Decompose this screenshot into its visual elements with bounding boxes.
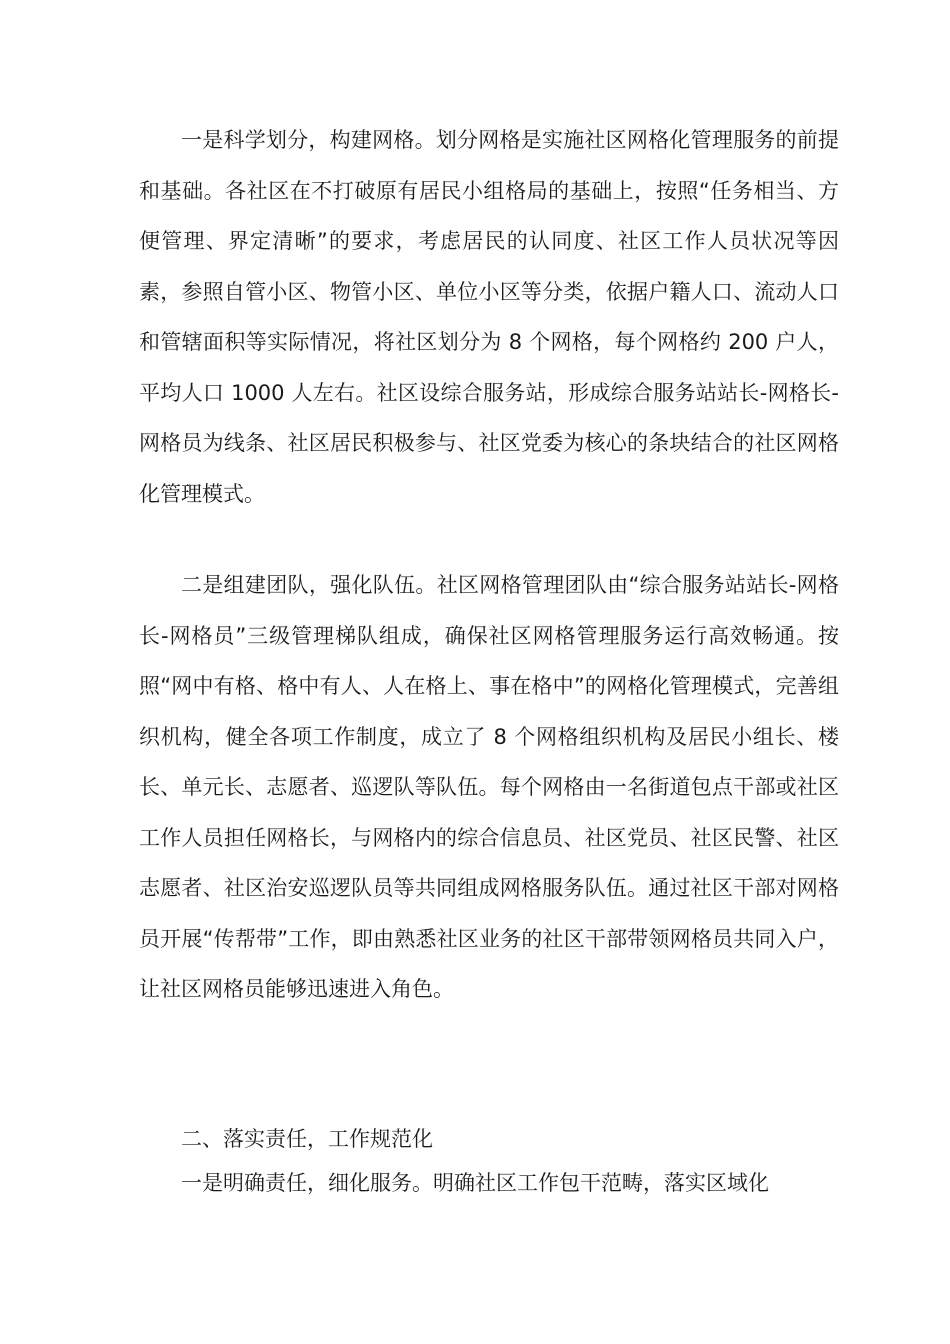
paragraph-scientific-division: 一是科学划分，构建网格。划分网格是实施社区网格化管理服务的前提和基础。各社区在不打破原有居民小组格局的基础上，按照“任务相当、方便管理、界定清晰”的要求，考虑居民的认同度、社区工作人员状况等因素，参照自管小区、物管小区、单位小区等分类，依据户籍人口、流动人口和管辖面积等实际情况，将社区划分为 8 个网格，每个网格约 200 户人，平均人口 1000 人左右。社区设综合服务站，形成综合服务站站长-网格长-网格员为线条、社区居民积极参与、社区党委为核心的条块结合的社区网格化管理模式。: [139, 128, 839, 506]
paragraph-team-building: 二是组建团队，强化队伍。社区网格管理团队由“综合服务站站长-网格长-网格员”三级管理梯队组成，确保社区网格管理服务运行高效畅通。按照“网中有格、格中有人、人在格上、事在格中”的网格化管理模式，完善组织机构，健全各项工作制度，成立了 8 个网格组织机构及居民小组长、楼长、单元长、志愿者、巡逻队等队伍。每个网格由一名街道包点干部或社区工作人员担任网格长，与网格内的综合信息员、社区党员、社区民警、社区志愿者、社区治安巡逻队员等共同组成网格服务队伍。通过社区干部对网格员开展“传帮带”工作，即由熟悉社区业务的社区干部带领网格员共同入户，让社区网格员能够迅速进入角色。: [139, 573, 839, 1001]
paragraph-clarify-responsibility: 一是明确责任，细化服务。明确社区工作包干范畴，落实区域化: [181, 1171, 769, 1195]
section-heading: 二、落实责任，工作规范化: [181, 1127, 433, 1151]
